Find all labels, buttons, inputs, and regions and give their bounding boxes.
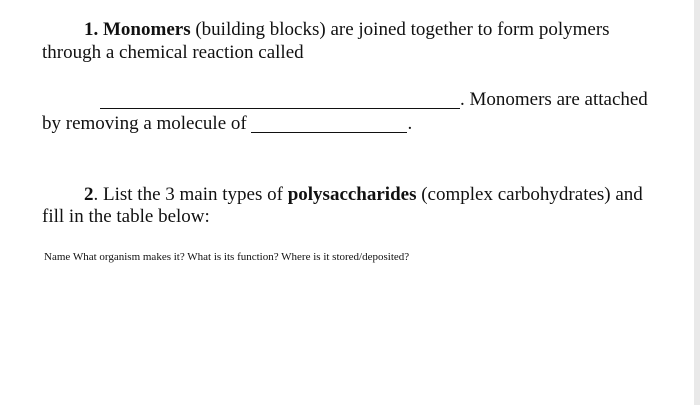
reaction-name-blank[interactable] xyxy=(100,90,460,109)
question-1-line-4 xyxy=(42,113,412,135)
question-2-line-2: fill in the table below: xyxy=(42,206,210,227)
question-1-line-4-text: by removing a molecule of xyxy=(42,113,247,134)
question-1-line-2: through a chemical reaction called xyxy=(42,42,304,63)
question-1-line-1-text: (building blocks) are joined together to form polymers xyxy=(195,19,610,40)
question-2-number: 2 xyxy=(84,184,94,205)
question-1-line-3-text: . Monomers are attached xyxy=(460,89,648,110)
question-2-line-1-text: . List the 3 main types of xyxy=(93,184,283,205)
question-1-line-4-end: . xyxy=(407,113,413,134)
question-2-line-1 xyxy=(84,184,643,206)
question-1-number: 1. xyxy=(84,19,99,40)
question-2-term: polysaccharides xyxy=(287,184,417,205)
table-header: Name What organism makes it? What is its function? Where is it stored/deposited? xyxy=(44,251,410,263)
question-1-term: Monomers xyxy=(103,19,191,40)
page-edge-shadow xyxy=(694,0,700,405)
question-1-line-3 xyxy=(100,89,648,111)
question-2-line-1-rest: (complex carbohydrates) and xyxy=(421,184,643,205)
question-1-line-1 xyxy=(84,19,610,41)
molecule-blank[interactable] xyxy=(251,114,407,133)
